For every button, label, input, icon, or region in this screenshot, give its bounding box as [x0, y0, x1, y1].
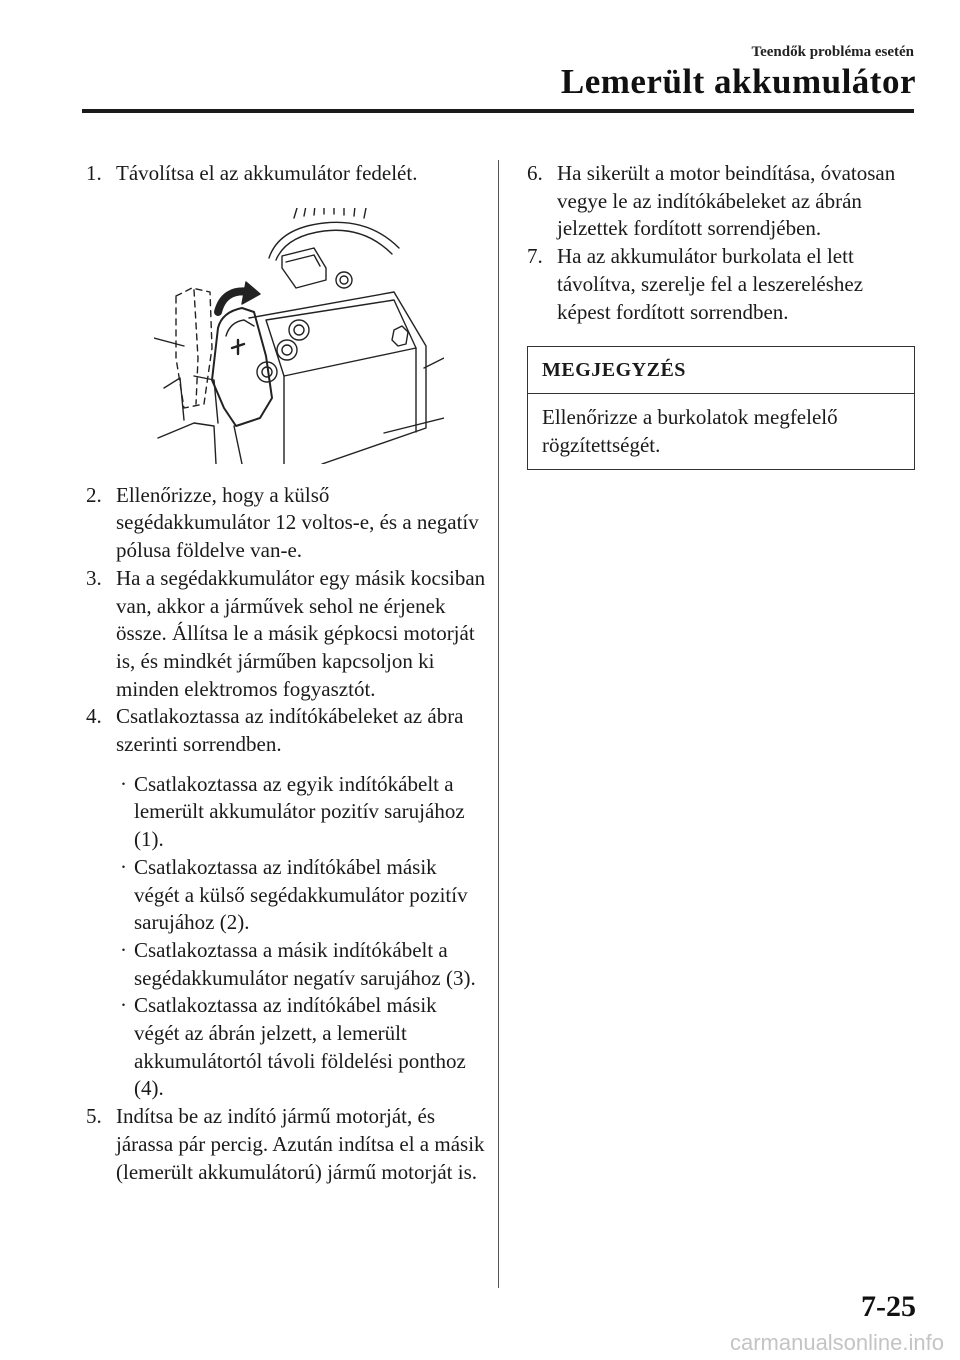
step-text: Ha a segédakkumulátor egy másik kocsiban van, akkor a járművek sehol ne érjenek össze. Állítsa le a másik gépkocsi motorját is, és mindkét járműben kapcsoljon ki minden elektromos fogyasztót.: [116, 565, 486, 701]
step-1: [86, 160, 486, 188]
step-number: 6.: [527, 161, 543, 185]
step-3: [86, 565, 486, 704]
note-body: Ellenőrizze a burkolatok megfelelő rögzítettségét.: [542, 404, 838, 457]
step-6: [527, 160, 917, 243]
step-text: Távolítsa el az akkumulátor fedelét.: [116, 161, 418, 185]
step-4-bullets: [86, 771, 486, 1103]
list-item: [86, 937, 486, 992]
step-number: 1.: [86, 161, 102, 185]
step-number: 2.: [86, 482, 102, 507]
step-2: [86, 482, 486, 565]
battery-cover-removal-illustration: [154, 208, 444, 464]
step-4: [86, 703, 486, 758]
step-number: 5.: [86, 1104, 102, 1129]
bullet-text: Csatlakoztassa az egyik indítókábelt a lemerült akkumulátor pozitív sarujához (1).: [134, 771, 465, 852]
step-text: Csatlakoztassa az indítókábeleket az ábra szerinti sorrendben.: [116, 704, 464, 757]
step-text: Ellenőrizze, hogy a külső segédakkumulátor 12 voltos-e, és a negatív pólusa földelve van-e.: [116, 482, 479, 563]
step-number: 7.: [527, 244, 543, 269]
page-number: 7-25: [861, 1290, 916, 1323]
bullet-text: Csatlakoztassa az indítókábel másik végét a külső segédakkumulátor pozitív sarujához (2).: [134, 854, 468, 935]
step-number: 3.: [86, 565, 102, 590]
column-divider: [498, 160, 499, 1288]
bullet-text: Csatlakoztassa az indítókábel másik végét az ábrán jelzett, a lemerült akkumulátortól távoli földelési ponthoz (4).: [134, 993, 466, 1101]
bullet-dot: ·: [120, 993, 127, 1018]
note-heading: MEGJEGYZÉS: [528, 347, 914, 394]
bullet-text: Csatlakoztassa a másik indítókábelt a segédakkumulátor negatív sarujához (3).: [134, 937, 476, 990]
section-title: Teendők probléma esetén: [751, 44, 914, 60]
step-7: [527, 243, 917, 326]
watermark: carmanualsonline.info: [729, 1330, 944, 1355]
bullet-dot: ·: [120, 771, 127, 796]
header-divider: [82, 109, 914, 113]
step-text: Ha az akkumulátor burkolata el lett távolítva, szerelje fel a leszereléshez képest fordított sorrendben.: [557, 244, 864, 324]
bullet-dot: ·: [120, 937, 127, 962]
bullet-dot: ·: [120, 854, 127, 879]
left-column: [86, 160, 486, 1186]
page-title: Lemerült akkumulátor: [560, 62, 916, 101]
step-number: 4.: [86, 704, 102, 729]
note-box: [527, 346, 915, 470]
right-column: [527, 160, 917, 470]
step-text: Ha sikerült a motor beindítása, óvatosan vegye le az indítókábeleket az ábrán jelzettek fordított sorrendjében.: [557, 161, 896, 241]
step-text: Indítsa be az indító jármű motorját, és járassa pár percig. Azután indítsa el a másik (lemerült akkumulátorú) jármű motorját is.: [116, 1104, 485, 1184]
list-item: [86, 771, 486, 854]
list-item: [86, 854, 486, 937]
step-5: [86, 1103, 486, 1186]
list-item: [86, 992, 486, 1103]
